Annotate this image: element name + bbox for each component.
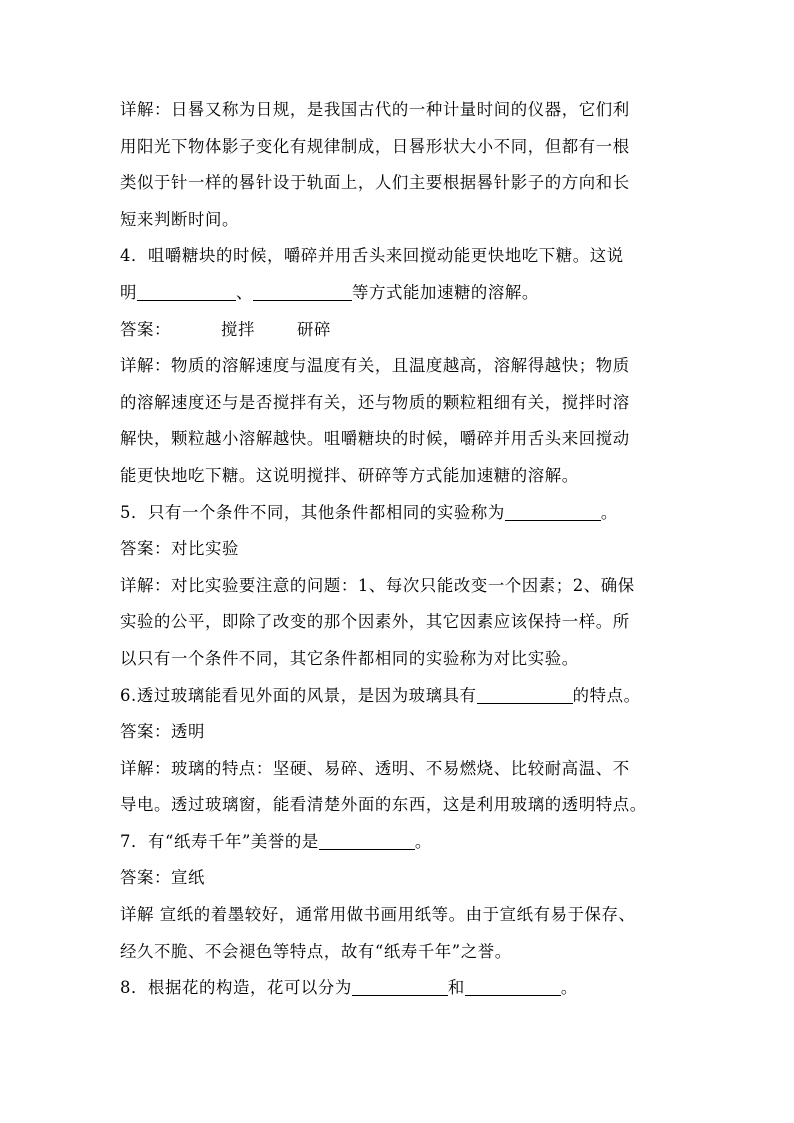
- text-segment: 。: [600, 502, 618, 522]
- text-line: 实验的公平，即除了改变的那个因素外，其它因素应该保持一样。所: [120, 612, 630, 632]
- question-5: [120, 495, 680, 532]
- text-line: 类似于针一样的晷针设于轨面上，人们主要根据晷针影子的方向和长: [120, 173, 630, 193]
- text-segment: 的特点。: [572, 685, 641, 705]
- answer-line: [120, 312, 680, 349]
- answer-blank: [477, 685, 573, 704]
- text-line: 详解：日晷又称为日规，是我国古代的一种计量时间的仪器，它们利: [120, 100, 630, 119]
- document-page: [120, 92, 680, 1007]
- text-line: 导电。透过玻璃窗，能看清楚外面的东西，这是利用玻璃的透明特点。: [120, 795, 647, 815]
- text-line: 详解 宣纸的着墨较好，通常用做书画用纸等。由于宣纸有易于保存、: [120, 905, 636, 925]
- text-segment: 和: [447, 978, 465, 998]
- text-line: 能更快地吃下糖。这说明搅拌、研碎等方式能加速糖的溶解。: [120, 465, 579, 485]
- question-7: [120, 824, 680, 861]
- text-line: 详解：对比实验要注意的问题：1、每次只能改变一个因素；2、确保: [120, 575, 635, 595]
- text-line: 详解：玻璃的特点：坚硬、易碎、透明、不易燃烧、比较耐高温、不: [120, 758, 630, 778]
- answer-blank: [352, 977, 448, 996]
- answer-blank: [253, 282, 352, 301]
- question-4: 4．咀嚼糖块的时候，嚼碎并用舌头来回搅动能更快地吃下糖。这说: [120, 246, 624, 266]
- text-line: 经久不脆、不会褪色等特点，故有“纸寿千年”之誉。: [120, 941, 512, 961]
- answer-label: 答案：: [120, 319, 171, 339]
- text-line: 解快，颗粒越小溶解越快。咀嚼糖块的时候，嚼碎并用舌头来回搅动: [120, 429, 630, 449]
- text-segment: 6.透过玻璃能看见外面的风景，是因为玻璃具有: [120, 685, 477, 705]
- question-6: [120, 678, 680, 715]
- text-line: 详解：物质的溶解速度与温度有关，且温度越高，溶解得越快；物质: [120, 356, 630, 376]
- text-segment: 8．根据花的构造，花可以分为: [120, 978, 352, 998]
- text-segment: 。: [414, 831, 432, 851]
- text-line: 用阳光下物体影子变化有规律制成，日晷形状大小不同，但都有一根: [120, 136, 630, 156]
- text-segment: 。: [560, 978, 578, 998]
- text-segment: 7．有“纸寿千年”美誉的是: [120, 831, 319, 851]
- text-segment: 、: [236, 282, 253, 302]
- text-segment: 明: [120, 282, 137, 302]
- text-line: 以只有一个条件不同，其它条件都相同的实验称为对比实验。: [120, 648, 579, 668]
- answer-blank: [505, 502, 601, 521]
- answer-line: 答案：对比实验: [120, 539, 239, 559]
- text-segment: 等方式能加速糖的溶解。: [352, 282, 539, 302]
- question-4-blanks: [120, 275, 680, 312]
- answer-value: 研碎: [296, 319, 331, 339]
- text-line: 短来判断时间。: [120, 209, 239, 229]
- answer-line: 答案：透明: [120, 722, 205, 742]
- answer-blank: [137, 282, 236, 301]
- answer-blank: [465, 977, 561, 996]
- text-segment: 5．只有一个条件不同，其他条件都相同的实验称为: [120, 502, 505, 522]
- answer-line: 答案：宣纸: [120, 868, 205, 888]
- question-8: [120, 970, 680, 1007]
- answer-value: 搅拌: [220, 319, 255, 339]
- answer-blank: [319, 831, 415, 850]
- text-line: 的溶解速度还与是否搅拌有关，还与物质的颗粒粗细有关，搅拌时溶: [120, 392, 630, 412]
